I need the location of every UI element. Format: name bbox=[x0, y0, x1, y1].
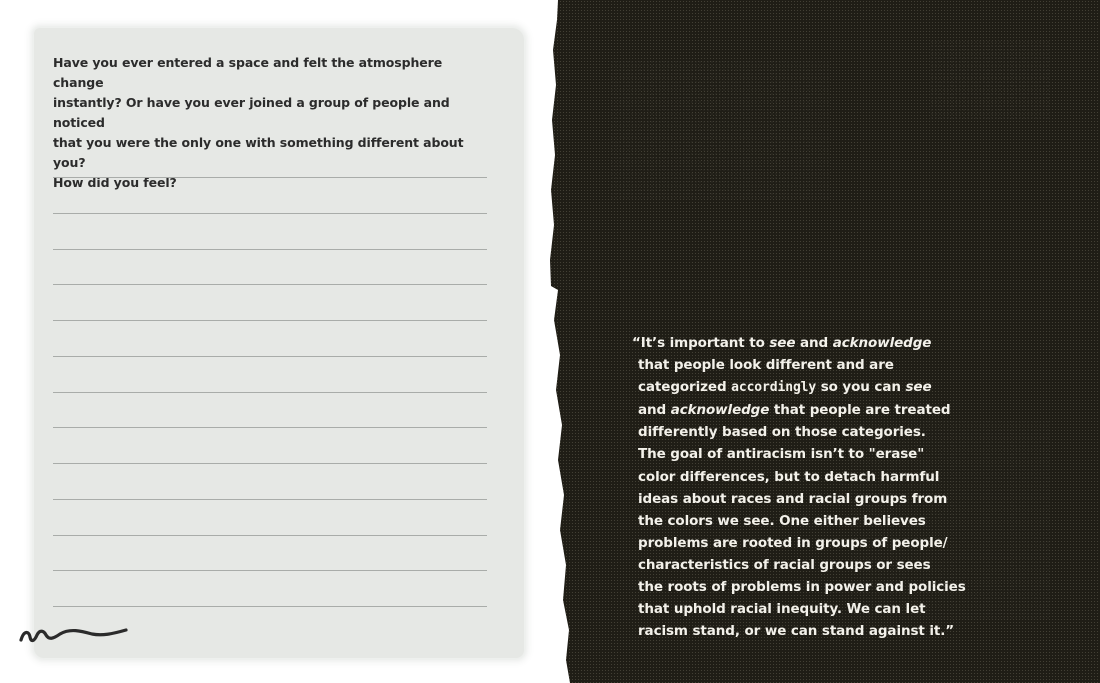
writing-line bbox=[53, 320, 487, 321]
prompt-line: How did you feel? bbox=[53, 175, 177, 190]
quote-line: that uphold racial inequity. We can let bbox=[638, 601, 926, 618]
quote-line: the roots of problems in power and policies bbox=[638, 579, 966, 596]
writing-line bbox=[53, 392, 487, 393]
writing-line bbox=[53, 356, 487, 357]
quote-emphasis: see bbox=[905, 379, 932, 396]
quote-line bbox=[632, 376, 952, 399]
quote-page bbox=[550, 0, 1100, 683]
writing-line bbox=[53, 213, 487, 214]
quote-line: ideas about races and racial groups from bbox=[638, 490, 948, 507]
quote-line: characteristics of racial groups or sees bbox=[638, 556, 931, 573]
writing-line bbox=[53, 284, 487, 285]
quote-emphasis: acknowledge bbox=[832, 335, 932, 351]
quote-text: “It’s important to bbox=[632, 335, 770, 351]
quote-line: differently based on those categories. bbox=[638, 424, 926, 441]
quote-text: so you can bbox=[816, 379, 906, 396]
quote-line: that people look different and are bbox=[638, 357, 894, 374]
antiracism-quote bbox=[632, 332, 966, 642]
prompt-line: instantly? Or have you ever joined a group of people and noticed bbox=[53, 95, 450, 130]
prompt-line: Have you ever entered a space and felt the atmosphere change bbox=[53, 55, 443, 90]
writing-line bbox=[53, 606, 487, 607]
quote-line: The goal of antiracism isn’t to "erase" bbox=[638, 446, 925, 463]
quote-text: and bbox=[795, 335, 833, 351]
quote-line: problems are rooted in groups of people/ bbox=[638, 534, 948, 551]
writing-line bbox=[53, 499, 487, 500]
journal-prompt bbox=[53, 53, 473, 193]
quote-text: and bbox=[638, 402, 671, 419]
quote-mono: accordingly bbox=[731, 380, 817, 396]
writing-line bbox=[53, 463, 487, 464]
quote-line: the colors we see. One either believes bbox=[638, 512, 926, 529]
quote-text: that people are treated bbox=[769, 402, 951, 419]
quote-text: categorized bbox=[638, 379, 732, 396]
quote-line: color differences, but to detach harmful bbox=[638, 468, 940, 485]
writing-line bbox=[53, 249, 487, 250]
writing-line bbox=[53, 177, 487, 178]
prompt-line: that you were the only one with something different about you? bbox=[53, 135, 464, 170]
squiggle-icon bbox=[18, 622, 130, 644]
writing-line bbox=[53, 570, 487, 571]
quote-emphasis: see bbox=[769, 335, 796, 351]
quote-line bbox=[632, 332, 952, 354]
quote-line bbox=[632, 399, 952, 421]
quote-emphasis: acknowledge bbox=[670, 402, 770, 419]
quote-line: racism stand, or we can stand against it.” bbox=[638, 623, 955, 640]
writing-line bbox=[53, 427, 487, 428]
writing-line bbox=[53, 535, 487, 536]
